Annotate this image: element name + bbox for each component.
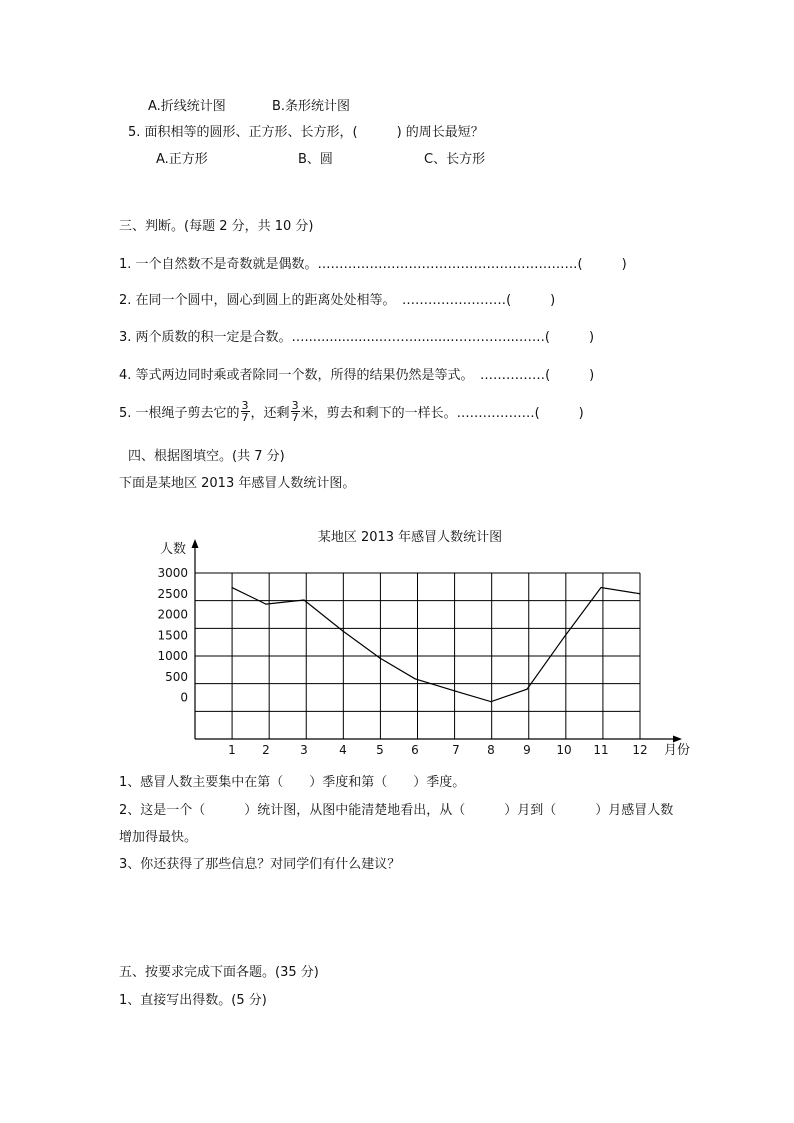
y-tick-label: 3000: [157, 566, 188, 580]
x-tick-label: 2: [262, 743, 270, 757]
q5-option-b: B、圆: [298, 152, 333, 167]
judge-item-text-post: 米，剪去和剩下的一样长。: [300, 406, 457, 421]
judge-item-dots: ……………: [467, 368, 546, 383]
fraction: [241, 400, 250, 423]
x-tick-label: 3: [300, 743, 308, 757]
data-point: [639, 593, 640, 594]
x-tick-label: 11: [593, 743, 609, 757]
judge-item-4: [119, 367, 594, 385]
fraction-numerator: 3: [291, 399, 299, 412]
y-tick-label: 1000: [157, 649, 188, 663]
data-point: [303, 599, 304, 600]
judge-item-text: 4. 等式两边同时乘或者除同一个数，所得的结果仍然是等式。: [119, 368, 468, 383]
chart-title: 某地区 2013 年感冒人数统计图: [317, 530, 503, 545]
data-point: [265, 604, 266, 605]
x-tick-label: 9: [523, 743, 531, 757]
answer-paren[interactable]: ( ): [545, 368, 595, 383]
judge-item-text: 3. 两个质数的积一定是合数。: [119, 330, 292, 345]
q5-option-a: A.正方形: [156, 152, 208, 167]
data-point: [563, 637, 564, 638]
judge-item-dots: …...................……...........…………...……: [291, 330, 545, 345]
judge-item-dots: ……………………: [389, 293, 507, 308]
section-4-intro: 下面是某地区 2013 年感冒人数统计图。: [119, 476, 356, 491]
y-tick-label: 500: [165, 669, 188, 684]
chart-question-2: 2、这是一个（ ）统计图，从图中能清楚地看出，从（ ）月到（ ）月感冒人数: [119, 803, 674, 818]
x-tick-label: 4: [339, 743, 347, 757]
option-b: B.条形统计图: [272, 99, 351, 114]
data-point: [414, 678, 415, 679]
judge-item-text: 1. 一个自然数不是奇数就是偶数。: [119, 257, 318, 272]
judge-item-3: [119, 329, 594, 347]
option-a: A.折线统计图: [148, 99, 226, 114]
y-axis-label: 人数: [160, 542, 187, 557]
chart-question-1: 1、感冒人数主要集中在第（ ）季度和第（ ）季度。: [119, 775, 466, 790]
judge-item-2: [119, 292, 555, 310]
chart-question-2-cont: 增加得最快。: [119, 830, 198, 845]
data-point: [526, 689, 527, 690]
judge-item-1: [119, 256, 627, 274]
fraction-numerator: 3: [241, 399, 249, 412]
data-point: [379, 657, 380, 658]
question-5: 5. 面积相等的圆形、正方形、长方形，( ) 的周长最短？: [128, 125, 484, 140]
x-tick-label: 7: [452, 743, 460, 757]
x-axis-label: 月份: [664, 743, 691, 758]
x-tick-label: 6: [411, 743, 419, 757]
x-tick-label: 5: [376, 743, 384, 757]
answer-paren[interactable]: ( ): [534, 406, 584, 421]
fraction-denominator: 7: [291, 411, 299, 424]
y-axis-arrow: [192, 539, 199, 548]
fraction-denominator: 7: [241, 411, 249, 424]
line-chart: [150, 525, 710, 765]
judge-item-text: 5. 一根绳子剪去它的: [119, 406, 240, 421]
q5-option-c: C、长方形: [424, 152, 486, 167]
answer-paren[interactable]: ( ): [577, 257, 627, 272]
y-tick-label: 2000: [157, 607, 188, 622]
y-tick-label: 1500: [157, 628, 188, 643]
judge-item-text: 2. 在同一个圆中，圆心到圆上的距离处处相等。: [119, 293, 390, 308]
data-point: [600, 587, 601, 588]
data-point: [455, 691, 456, 692]
section-5-title: 五、按要求完成下面各题。(35 分): [119, 965, 319, 980]
x-tick-label: 12: [632, 743, 648, 757]
data-point: [490, 701, 491, 702]
judge-item-5: [119, 399, 584, 425]
y-tick-label: 0: [180, 690, 188, 705]
x-axis-arrow: [673, 736, 682, 743]
y-tick-label: 2500: [157, 586, 188, 601]
answer-paren[interactable]: ( ): [544, 330, 595, 345]
section-5-sub-1: 1、直接写出得数。(5 分): [119, 993, 267, 1008]
judge-item-dots: ………………: [456, 406, 535, 421]
section-3-title: 三、判断。(每题 2 分，共 10 分): [119, 219, 314, 234]
chart-question-3: 3、你还获得了那些信息？对同学们有什么建议？: [119, 857, 401, 872]
x-tick-label: 8: [487, 743, 495, 757]
data-point: [342, 631, 343, 632]
series-line: [232, 588, 640, 702]
judge-item-text-mid: ，还剩: [250, 406, 290, 421]
judge-item-dots: ……………………………………………………: [317, 257, 578, 272]
fraction: [291, 400, 300, 423]
section-4-title: 四、根据图填空。(共 7 分): [128, 449, 285, 464]
answer-paren[interactable]: ( ): [506, 293, 556, 308]
x-tick-label: 1: [228, 743, 236, 757]
x-tick-label: 10: [556, 743, 572, 757]
data-point: [231, 587, 232, 588]
